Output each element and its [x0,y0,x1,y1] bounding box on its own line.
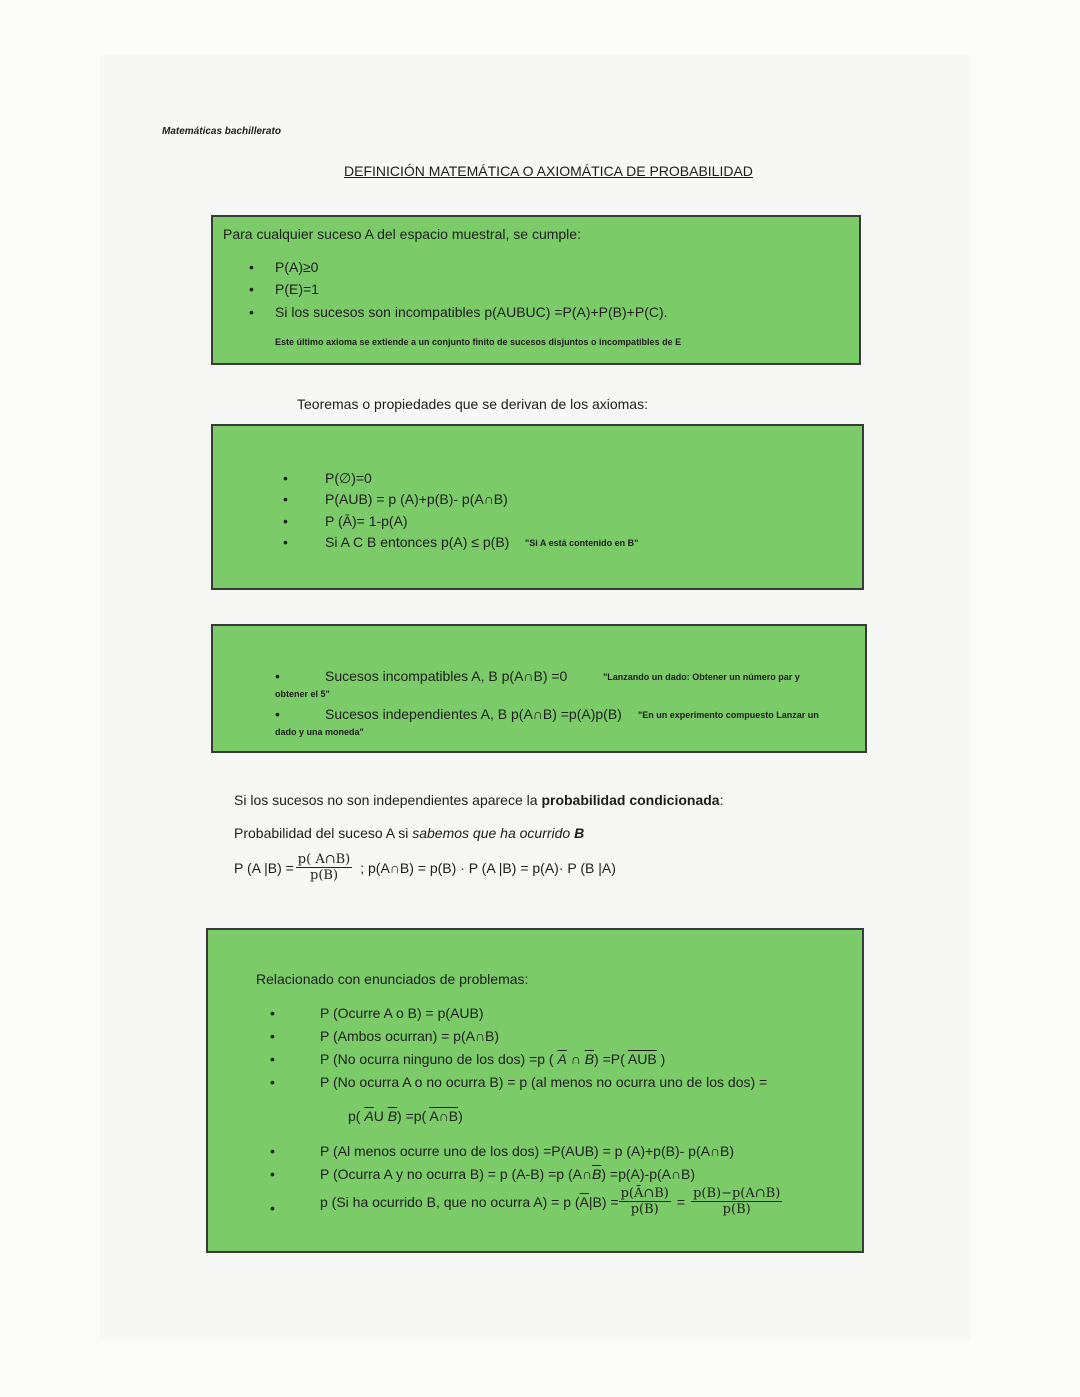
theorem-2: P(AUB) = p (A)+p(B)- p(A∩B) [325,491,508,507]
problems-box [206,928,864,1253]
bullet: • [270,1200,275,1216]
conditional-definition: Probabilidad del suceso A si sabemos que ha ocurrido B [234,825,585,841]
axiom-3: Si los sucesos son incompatibles p(AUBUC) =P(A)+P(B)+P(C). [275,304,668,320]
problem-item: P (Ocurra A y no ocurra B) = p (A-B) =p $(A\cap\overline{B})$ =p(A)-p(A∩B) [320,1166,696,1182]
theorem-1: P(∅)=0 [325,470,372,486]
event-types-box [211,624,867,753]
problem-item: P (Al menos ocurre uno de los dos) =P(AUB) = p (A)+p(B)- p(A∩B) [320,1143,735,1159]
bullet: • [270,1051,275,1067]
theorem-4: Si A C B entonces p(A) ≤ p(B) [325,534,510,550]
theorem-note: "Si A está contenido en B" [525,538,639,548]
incompatible-example-cont: obtener el 5" [275,689,330,699]
axioms-intro: Para cualquier suceso A del espacio muestral, se cumple: [223,226,581,242]
axiom-1: P(A)≥0 [275,259,319,275]
bullet: • [270,1143,275,1159]
independent-events: Sucesos independientes A, B p(A∩B) =p(A)p(B) [325,706,622,722]
problem-item: P (Ocurre A o B) = p(AUB) [320,1005,484,1021]
theorem-3: P (Ā)= 1-p(A) [325,513,408,529]
problem-item: P (No ocurra A o no ocurra B) = p (al menos no ocurra uno de los dos) = [320,1074,768,1090]
bullet: • [283,513,288,529]
course-label: Matemáticas bachillerato [162,126,281,137]
axioms-box [211,215,861,365]
problems-heading: Relacionado con enunciados de problemas: [256,971,529,987]
bullet: • [270,1074,275,1090]
axioms-note: Este último axioma se extiende a un conjunto finito de sucesos disjuntos o incompatibles de E [275,337,682,347]
bullet: • [270,1005,275,1021]
bullet: • [283,534,288,550]
bullet: • [249,259,254,275]
problem-item-cont: p( $\overline{A}U$ $\overline{B}) =p$( A∩B) [348,1108,463,1124]
bullet: • [283,491,288,507]
bullet: • [270,1166,275,1182]
conditional-formula: P (A |B) = $\frac{p( A\cap B)}{p(B)}$ ; p(A∩B) = p(B) · P (A |B) = p(A)· P (B |A) [234,852,616,883]
incompatible-example: "Lanzando un dado: Obtener un número par y [603,672,800,682]
bullet: • [275,668,280,684]
theorems-box [211,424,864,590]
independent-example-cont: dado y una moneda" [275,727,364,737]
bullet: • [249,304,254,320]
page-title: DEFINICIÓN MATEMÁTICA O AXIOMÁTICA DE PROBABILIDAD [344,163,753,179]
problem-item: p (Si ha ocurrido B, que no ocurra A) = p ( $\overline{A}$ |B) = $\frac{p(Ā\cap B)}{p(B)}$ = $\frac{p(B)-p(A\cap B)}{p(B)}$ [320,1186,781,1217]
bullet: • [270,1028,275,1044]
incompatible-events: Sucesos incompatibles A, B p(A∩B) =0 [325,668,568,684]
theorems-heading: Teoremas o propiedades que se derivan de los axiomas: [297,396,648,412]
problem-item: P (Ambos ocurran) = p(A∩B) [320,1028,500,1044]
independent-example: "En un experimento compuesto Lanzar un [638,710,819,720]
bullet: • [275,706,280,722]
bullet: • [283,470,288,486]
bullet: • [249,281,254,297]
axiom-2: P(E)=1 [275,281,319,297]
conditional-intro: Si los sucesos no son independientes aparece la probabilidad condicionada: [234,792,724,808]
problem-item: P (No ocurra ninguno de los dos) =p ( $\overline{A}$ ∩ $\overline{B}) =P$( $\overline{AUB}$ ) [320,1051,666,1067]
